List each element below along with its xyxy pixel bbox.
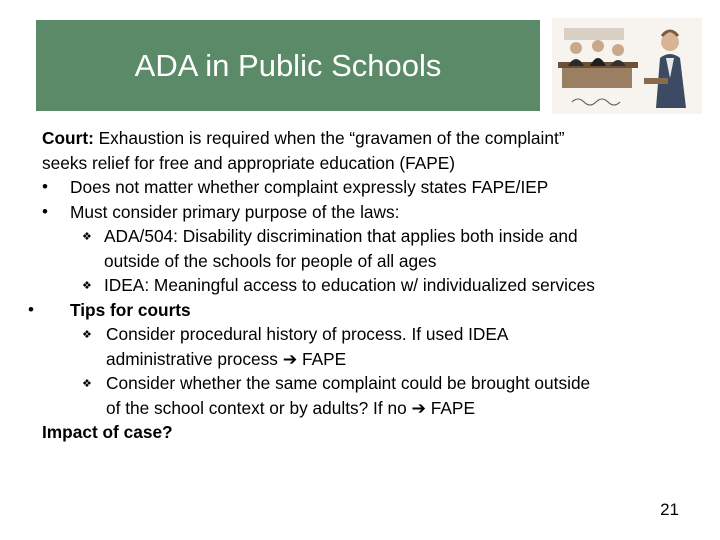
bullet-dot: • bbox=[28, 299, 34, 319]
closing-line bbox=[42, 420, 682, 445]
courtroom-sketch-image bbox=[552, 18, 702, 114]
sub-3a-text-1: Consider procedural history of process. If used IDEA bbox=[106, 324, 509, 344]
sub-3b-text-2-post: FAPE bbox=[425, 397, 475, 418]
sub-3a-text-2-pre: administrative process bbox=[106, 348, 283, 369]
page-number: 21 bbox=[660, 500, 679, 519]
sub-2a-text-1: ADA/504: Disability discrimination that applies both inside and bbox=[104, 226, 578, 246]
title-band bbox=[36, 20, 540, 111]
bullet-1 bbox=[42, 175, 682, 200]
sub-bullet-2b bbox=[42, 273, 682, 298]
court-text-2: seeks relief for free and appropriate education (FAPE) bbox=[42, 152, 456, 173]
sub-bullet-2a bbox=[42, 224, 682, 249]
bullet-2-text: Must consider primary purpose of the laws: bbox=[70, 201, 400, 222]
diamond-bullet-icon: ❖ bbox=[82, 329, 92, 341]
slide-title: ADA in Public Schools bbox=[134, 48, 442, 83]
sub-bullet-3b-cont bbox=[42, 396, 682, 421]
court-line-1 bbox=[42, 126, 682, 151]
diamond-bullet-icon: ❖ bbox=[82, 280, 92, 292]
bullet-dot: • bbox=[42, 201, 48, 221]
sub-3b-text-1: Consider whether the same complaint could be brought outside bbox=[106, 373, 591, 393]
bullet-3-text: Tips for courts bbox=[70, 299, 191, 320]
court-line-2 bbox=[42, 151, 682, 176]
sub-bullet-2a-cont bbox=[42, 249, 682, 274]
bullet-2 bbox=[42, 200, 682, 225]
court-text-1: Exhaustion is required when the “gravamen of the complaint” bbox=[93, 128, 565, 148]
closing-text: Impact of case? bbox=[42, 422, 173, 442]
diamond-bullet-icon: ❖ bbox=[82, 378, 92, 390]
sub-bullet-3a bbox=[42, 322, 682, 347]
sub-3b-text-2-pre: of the school context or by adults? If no bbox=[106, 397, 412, 418]
right-arrow-icon: ➔ bbox=[411, 397, 426, 418]
bullet-1-text: Does not matter whether complaint expressly states FAPE/IEP bbox=[70, 177, 549, 197]
sub-2b-text: IDEA: Meaningful access to education w/ individualized services bbox=[104, 275, 595, 295]
bullet-dot: • bbox=[42, 177, 48, 196]
sub-bullet-3a-cont bbox=[42, 347, 682, 372]
diamond-bullet-icon: ❖ bbox=[82, 231, 92, 243]
right-arrow-icon: ➔ bbox=[282, 348, 298, 369]
bullet-3 bbox=[28, 298, 682, 323]
slide-body bbox=[28, 126, 682, 445]
sub-3a-text-2-post: FAPE bbox=[297, 348, 347, 369]
sub-bullet-3b bbox=[42, 371, 682, 396]
court-label: Court: bbox=[42, 128, 94, 148]
sub-2a-text-2: outside of the schools for people of all ages bbox=[104, 250, 437, 271]
